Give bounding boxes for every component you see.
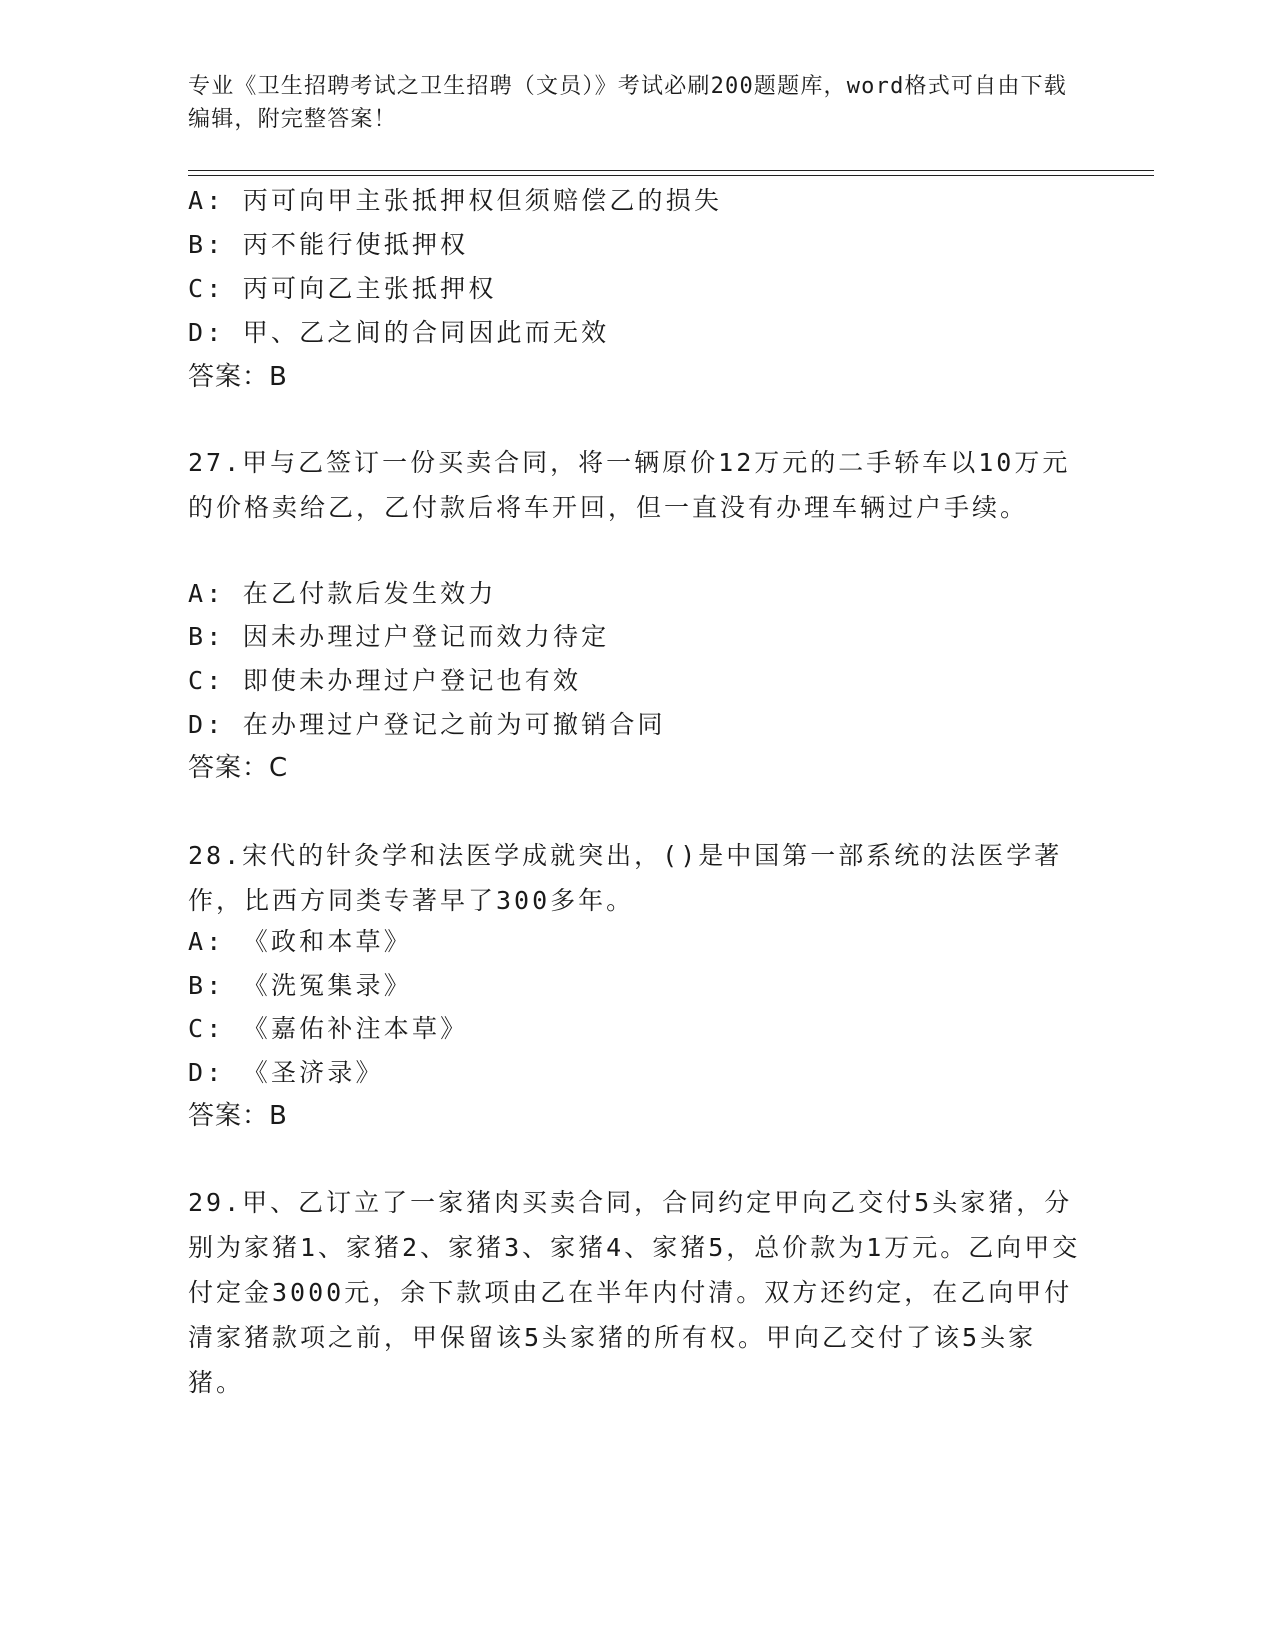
q26-option-a: A: 丙可向甲主张抵押权但须赔偿乙的损失 — [188, 186, 723, 215]
q27-option-a: A: 在乙付款后发生效力 — [188, 579, 497, 608]
q28-stem: 28.宋代的针灸学和法医学成就突出，()是中国第一部系统的法医学著作，比西方同类专著早了300多年。 — [188, 841, 1063, 915]
q27-stem: 27.甲与乙签订一份买卖合同，将一辆原价12万元的二手轿车以10万元的价格卖给乙，乙付款后将车开回，但一直没有办理车辆过户手续。 — [188, 448, 1071, 522]
q27-answer: 答案：C — [188, 753, 289, 783]
header-rule-bottom — [188, 175, 1154, 176]
q28-answer: 答案：B — [188, 1101, 288, 1131]
q27-option-b: B: 因未办理过户登记而效力待定 — [188, 622, 610, 651]
q26-option-b: B: 丙不能行使抵押权 — [188, 230, 469, 259]
document-header: 专业《卫生招聘考试之卫生招聘（文员）》考试必刷200题题库，word格式可自由下载编辑，附完整答案！ — [188, 74, 1067, 132]
q26-option-c: C: 丙可向乙主张抵押权 — [188, 274, 497, 303]
q29-stem: 29.甲、乙订立了一家猪肉买卖合同，合同约定甲向乙交付5头家猪，分别为家猪1、家猪2、家猪3、家猪4、家猪5，总价款为1万元。乙向甲交付定金3000元，余下款项由乙在半年内付清。双方还约定，在乙向甲付清家猪款项之前，甲保留该5头家猪的所有权。甲向乙交付了该5头家猪。 — [188, 1188, 1081, 1397]
q28-option-d: D: 《圣济录》 — [188, 1058, 384, 1087]
q26-answer: 答案：B — [188, 362, 288, 392]
q28-option-a: A: 《政和本草》 — [188, 927, 412, 956]
q27-option-c: C: 即使未办理过户登记也有效 — [188, 666, 582, 695]
q28-option-b: B: 《洗冤集录》 — [188, 971, 412, 1000]
q27-option-d: D: 在办理过户登记之前为可撤销合同 — [188, 710, 666, 739]
q26-option-d: D: 甲、乙之间的合同因此而无效 — [188, 318, 610, 347]
header-rule-top — [188, 170, 1154, 171]
q28-option-c: C: 《嘉佑补注本草》 — [188, 1014, 469, 1043]
